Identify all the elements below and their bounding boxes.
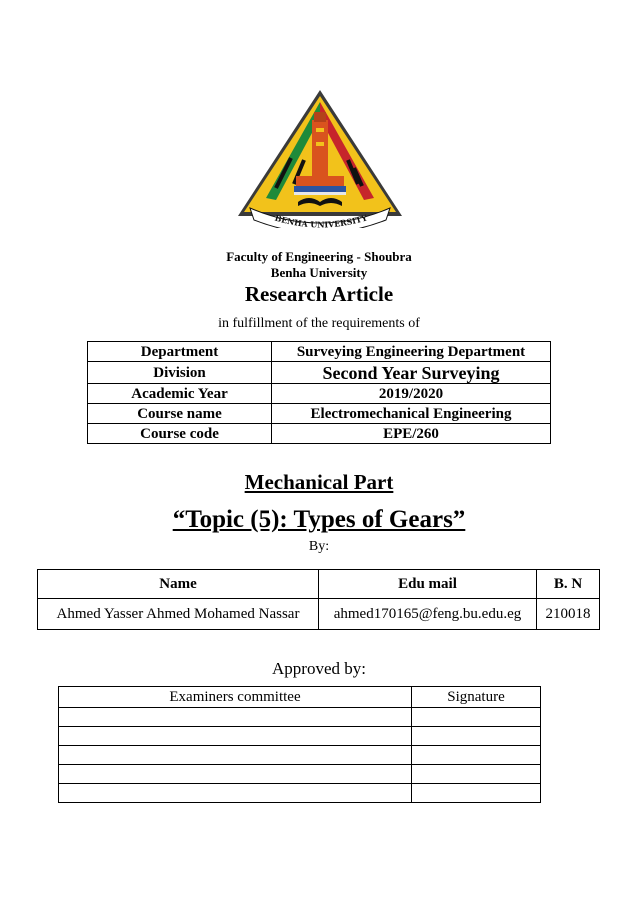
article-type-title: Research Article	[244, 282, 394, 306]
signature-cell	[412, 746, 541, 765]
bn-header: B. N	[537, 570, 600, 599]
section-title: Mechanical Part	[244, 470, 394, 494]
info-value: 2019/2020	[272, 384, 551, 404]
info-value: Electromechanical Engineering	[272, 404, 551, 424]
table-row	[59, 784, 541, 803]
university-name: Benha University	[270, 265, 368, 280]
committee-header: Examiners committee	[59, 687, 412, 708]
student-bn: 210018	[537, 599, 600, 630]
committee-cell	[59, 784, 412, 803]
course-info-table	[87, 341, 551, 444]
examiners-table	[58, 686, 541, 803]
by-label: By:	[308, 539, 330, 554]
info-value: Surveying Engineering Department	[272, 342, 551, 362]
examiners-header-row	[59, 687, 541, 708]
info-row-department	[88, 342, 551, 362]
info-value: EPE/260	[272, 424, 551, 444]
table-row	[38, 599, 600, 630]
table-row	[59, 727, 541, 746]
info-label: Course code	[88, 424, 272, 444]
committee-cell	[59, 727, 412, 746]
name-header: Name	[38, 570, 319, 599]
info-row-course-name	[88, 404, 551, 424]
info-label: Course name	[88, 404, 272, 424]
signature-header: Signature	[412, 687, 541, 708]
students-header-row	[38, 570, 600, 599]
info-label: Division	[88, 362, 272, 384]
committee-cell	[59, 746, 412, 765]
students-table	[37, 569, 600, 630]
table-row	[59, 708, 541, 727]
info-label: Department	[88, 342, 272, 362]
signature-cell	[412, 784, 541, 803]
svg-text:BENHA UNIVERSITY: BENHA UNIVERSITY	[273, 212, 369, 228]
approved-by-label: Approved by:	[272, 659, 366, 678]
signature-cell	[412, 727, 541, 746]
committee-cell	[59, 765, 412, 784]
student-mail: ahmed170165@feng.bu.edu.eg	[319, 599, 537, 630]
signature-cell	[412, 708, 541, 727]
faculty-name: Faculty of Engineering - Shoubra	[226, 249, 412, 264]
info-row-academic-year	[88, 384, 551, 404]
committee-cell	[59, 708, 412, 727]
university-logo	[236, 88, 404, 228]
info-value: Second Year Surveying	[272, 362, 551, 384]
mail-header: Edu mail	[319, 570, 537, 599]
info-row-division	[88, 362, 551, 384]
info-row-course-code	[88, 424, 551, 444]
table-row	[59, 746, 541, 765]
student-name: Ahmed Yasser Ahmed Mohamed Nassar	[38, 599, 319, 630]
fulfillment-line: in fulfillment of the requirements of	[218, 316, 420, 331]
table-row	[59, 765, 541, 784]
signature-cell	[412, 765, 541, 784]
topic-title: “Topic (5): Types of Gears”	[172, 506, 466, 533]
info-label: Academic Year	[88, 384, 272, 404]
